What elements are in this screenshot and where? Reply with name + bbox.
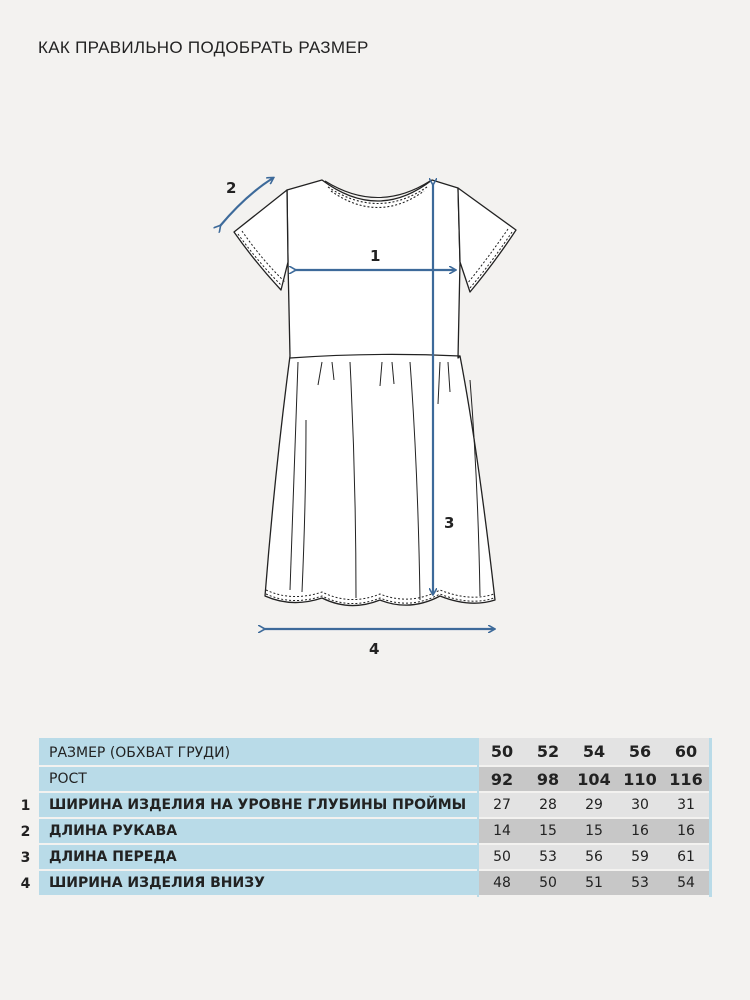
cell-value: 52 — [525, 738, 571, 767]
cell-value: 104 — [571, 767, 617, 793]
cell-value: 51 — [571, 871, 617, 897]
cell-value: 28 — [525, 793, 571, 819]
cell-value: 50 — [479, 738, 525, 767]
cell-value: 53 — [617, 871, 663, 897]
row-label: ШИРИНА ИЗДЕЛИЯ НА УРОВНЕ ГЛУБИНЫ ПРОЙМЫ — [39, 793, 477, 819]
cell-value: 16 — [663, 819, 709, 845]
cell-value: 110 — [617, 767, 663, 793]
cell-value: 15 — [525, 819, 571, 845]
row-number — [12, 767, 39, 793]
table-row — [12, 767, 712, 793]
row-number: 4 — [20, 876, 31, 892]
cell-value: 31 — [663, 793, 709, 819]
cell-value: 59 — [617, 845, 663, 871]
cell-value: 50 — [479, 845, 525, 871]
cell-value: 53 — [525, 845, 571, 871]
cell-value: 15 — [571, 819, 617, 845]
cell-value: 30 — [617, 793, 663, 819]
row-label: РОСТ — [39, 767, 477, 793]
row-label: РАЗМЕР (ОБХВАТ ГРУДИ) — [39, 738, 477, 767]
cell-value: 98 — [525, 767, 571, 793]
marker-1: 1 — [370, 247, 381, 265]
row-number: 1 — [20, 798, 31, 814]
table-row — [12, 819, 712, 845]
cell-value: 14 — [479, 819, 525, 845]
cell-value: 54 — [571, 738, 617, 767]
marker-2: 2 — [226, 179, 237, 197]
table-row — [12, 845, 712, 871]
cell-value: 56 — [571, 845, 617, 871]
cell-value: 16 — [617, 819, 663, 845]
table-row — [12, 871, 712, 897]
cell-value: 48 — [479, 871, 525, 897]
cell-value: 92 — [479, 767, 525, 793]
cell-value: 27 — [479, 793, 525, 819]
row-label: ДЛИНА ПЕРЕДА — [39, 845, 477, 871]
row-label: ШИРИНА ИЗДЕЛИЯ ВНИЗУ — [39, 871, 477, 897]
table-row — [12, 738, 712, 767]
size-table — [12, 738, 712, 897]
dress-outline — [234, 180, 516, 606]
row-number: 2 — [20, 824, 31, 840]
row-number: 3 — [20, 850, 31, 866]
cell-value: 116 — [663, 767, 709, 793]
cell-value: 29 — [571, 793, 617, 819]
row-label: ДЛИНА РУКАВА — [39, 819, 477, 845]
cell-value: 50 — [525, 871, 571, 897]
cell-value: 61 — [663, 845, 709, 871]
cell-value: 54 — [663, 871, 709, 897]
page-title: КАК ПРАВИЛЬНО ПОДОБРАТЬ РАЗМЕР — [38, 38, 369, 57]
marker-4: 4 — [369, 640, 380, 658]
marker-3: 3 — [444, 514, 455, 532]
cell-value: 60 — [663, 738, 709, 767]
table-row — [12, 793, 712, 819]
row-number — [12, 738, 39, 767]
cell-value: 56 — [617, 738, 663, 767]
